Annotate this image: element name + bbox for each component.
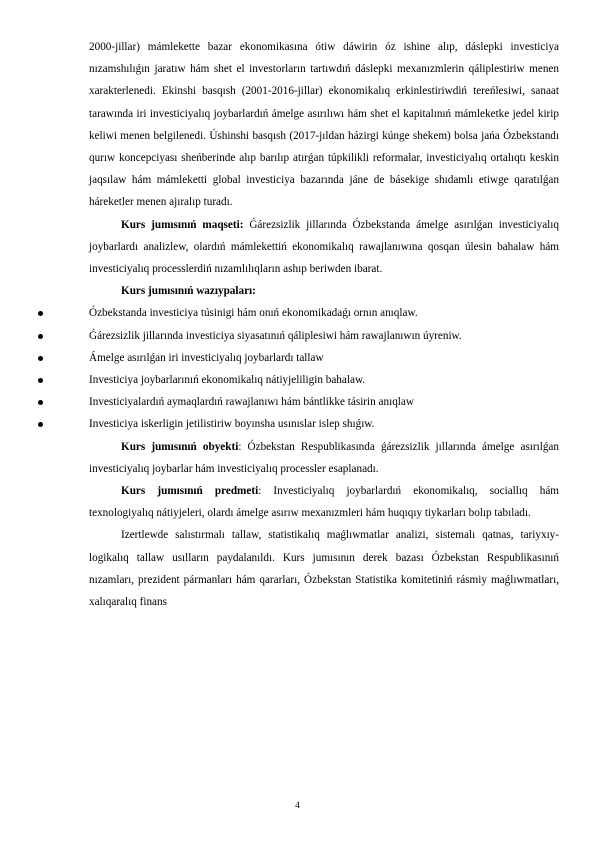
paragraph-aim xyxy=(89,214,559,281)
list-item xyxy=(89,325,559,347)
list-item xyxy=(89,347,559,369)
task-text: Investiciya iskerligin jetilistiriw boyınsha usınıslar islep shıǵıw. xyxy=(89,418,375,431)
list-item xyxy=(89,302,559,324)
task-text: Investiciyalardıń aymaqlardıń rawajlanıwı hám bántlikke tásirin anıqlaw xyxy=(89,396,414,409)
subject-label: Kurs jumısınıń predmeti xyxy=(121,485,259,498)
task-text: Ǵárezsizlik jillarında investiciya siyasatınıń qáliplesiwi hám rawajlanıwın úyreniw. xyxy=(89,329,462,342)
aim-label: Kurs jumısınıń maqseti: xyxy=(121,218,244,231)
aim-text: Ǵárezsizlik jillarında Ózbekstanda ámelge asırılǵan investiciyalıq joybarlardı analizlew, olardıń mámlekettiń ekonomikalıq rawajlanıwına qosqan úlesin bahalaw hám investiciyalıq processlerdiń nızamlılıqların ashıp beriwden ibarat. xyxy=(89,218,559,276)
paragraph-history-stages: 2000-jillar) mámlekette bazar ekonomikasına ótiw dáwirin óz ishine alıp, dáslepki investiciya nızamshılıǵın jaratıw hám shet el investorların tartıwdıń dáslepki mexanızmlerin qáliplestiriw menen xarakterlenedi. Ekinshi basqısh (2001-2016-jillar) ekonomikalıq erkinlestiriwdiń tereńlesiwi, sanaat tarawında iri investiciyalıq joybarlardıń ámelge asırılıwı hám shet el kapitalınıń mámleketke jedel kirip keliwi menen belgilenedi. Úshinshi basqısh (2017-jıldan házirgi kúnge shekem) bolsa jańa Ózbekstandı qurıw koncepciyası sheńberinde alıp barılıp atırǵan túpkilikli reformalar, investiciyalıq ortalıqtı keskin jaqsılaw hám mámleketti global investiciya bazarında jáne de básekige shıdamlı etiwge qaratılǵan háreketler menen ajıralıp turadı. xyxy=(89,41,559,209)
document-body xyxy=(89,36,559,613)
page-number: 4 xyxy=(295,801,300,811)
paragraph-methods: Izertlewde salıstırmalı tallaw, statistikalıq maǵlıwmatlar analizi, sistemalı qatnas, tariyxıy-logikalıq tallaw usılların paydalanıldı. Kurs jumısının derek bazası Ózbekstan Respublikasınıń nızamları, prezident pármanları hám qararları, Ózbekstan Statistika komitetiniń rásmiy maǵlıwmatları, xalıqaralıq finans xyxy=(89,529,559,609)
object-text: : Ózbekstan Respublikasında ǵárezsizlik jıllarında ámelge asırılǵan investiciyalıq joybarlar hám investiciyalıq processler esaplanadı. xyxy=(89,440,559,475)
bullet-icon xyxy=(38,422,43,427)
task-text: Ózbekstanda investiciya túsinigi hám onıń ekonomikadaǵı ornın anıqlaw. xyxy=(89,307,418,320)
paragraph-subject xyxy=(89,480,559,524)
list-item xyxy=(89,391,559,413)
bullet-icon xyxy=(38,400,43,405)
subject-text: : Investiciyalıq joybarlardıń ekonomikalıq, sociallıq hám texnologiyalıq nátiyjeleri, olardı ámelge asırıw mexanızmleri hám huqıqıy tiykarları bolıp tabıladı. xyxy=(89,485,559,520)
object-label: Kurs jumısınıń obyekti xyxy=(121,440,239,453)
bullet-icon xyxy=(38,356,43,361)
bullet-icon xyxy=(38,378,43,383)
tasks-label: Kurs jumısınıń wazıypaları: xyxy=(121,285,256,298)
task-text: Investiciya joybarlarınıń ekonomikalıq nátiyjeliligin bahalaw. xyxy=(89,374,366,387)
bullet-icon xyxy=(38,311,43,316)
task-text: Ámelge asırılǵan iri investiciyalıq joybarlardı tallaw xyxy=(89,351,324,364)
tasks-list xyxy=(89,302,559,435)
list-item xyxy=(89,413,559,435)
list-item xyxy=(89,369,559,391)
bullet-icon xyxy=(38,334,43,339)
paragraph-tasks-heading xyxy=(89,280,559,302)
paragraph-object xyxy=(89,436,559,480)
